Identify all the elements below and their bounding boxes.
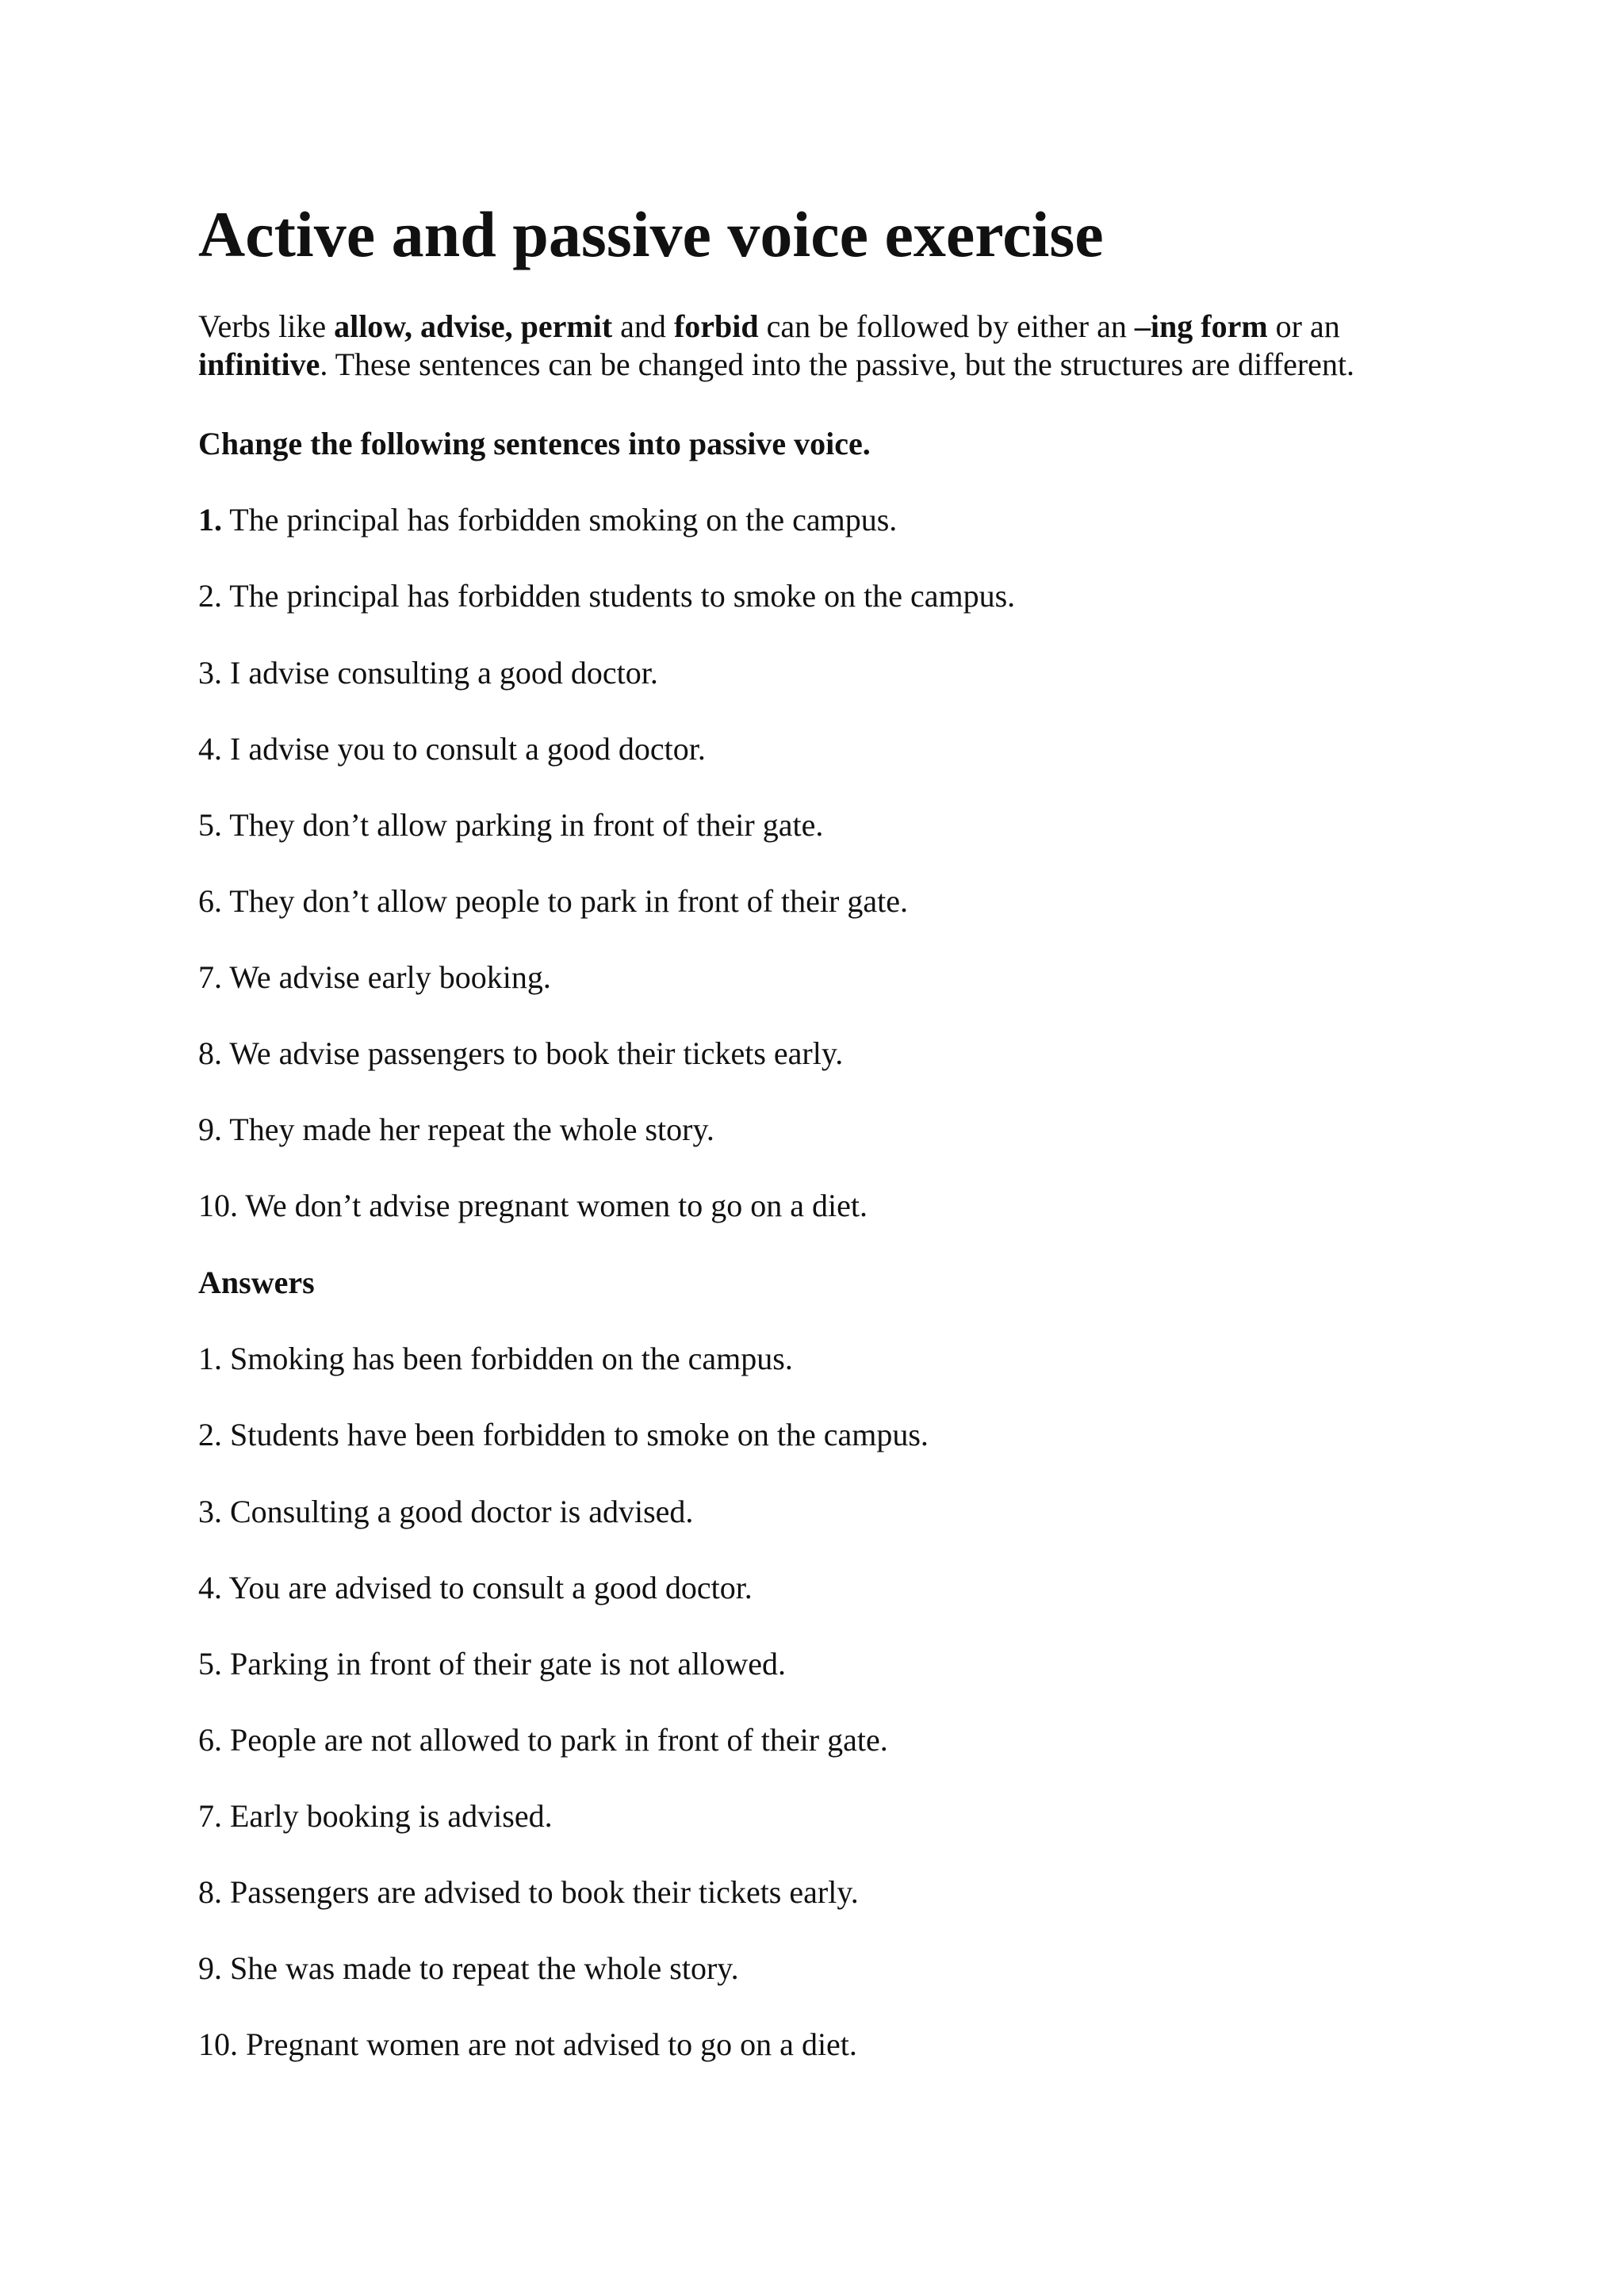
answer-item bbox=[198, 1721, 888, 1759]
answer-item bbox=[198, 1950, 739, 1988]
answer-number: 4. bbox=[198, 1570, 222, 1605]
answer-text: Pregnant women are not advised to go on a diet. bbox=[238, 2026, 857, 2062]
exercise-text: We advise early booking. bbox=[222, 959, 551, 995]
exercise-number: 3. bbox=[198, 655, 222, 691]
exercise-item bbox=[198, 806, 823, 844]
exercise-text: The principal has forbidden students to smoke on the campus. bbox=[222, 578, 1016, 614]
answer-number: 8. bbox=[198, 1874, 222, 1910]
exercise-item bbox=[198, 1111, 714, 1149]
answer-item bbox=[198, 1493, 693, 1531]
answer-text: People are not allowed to park in front of their gate. bbox=[222, 1722, 888, 1758]
instructions-heading: Change the following sentences into passive voice. bbox=[198, 426, 871, 461]
exercise-item bbox=[198, 577, 1015, 615]
answer-number: 9. bbox=[198, 1950, 222, 1986]
answer-item bbox=[198, 1797, 553, 1835]
exercise-text: We advise passengers to book their tickets early. bbox=[222, 1035, 844, 1071]
exercise-number: 7. bbox=[198, 959, 222, 995]
answer-text: Consulting a good doctor is advised. bbox=[222, 1494, 694, 1529]
answer-number: 6. bbox=[198, 1722, 222, 1758]
answer-text: Students have been forbidden to smoke on the campus. bbox=[222, 1417, 929, 1452]
intro-text: . These sentences can be changed into the passive, but the structures are different. bbox=[320, 346, 1355, 382]
intro-paragraph bbox=[198, 308, 1435, 384]
intro-bold-ing-form: –ing form bbox=[1134, 308, 1268, 344]
answers-heading: Answers bbox=[198, 1265, 315, 1300]
document-page bbox=[198, 0, 1435, 2296]
answer-number: 2. bbox=[198, 1417, 222, 1452]
intro-bold-forbid: forbid bbox=[673, 308, 759, 344]
exercise-item bbox=[198, 654, 658, 692]
exercise-item bbox=[198, 959, 551, 997]
answer-item bbox=[198, 1416, 929, 1454]
exercise-item bbox=[198, 882, 908, 920]
exercise-item bbox=[198, 1035, 843, 1073]
intro-text: or an bbox=[1267, 308, 1340, 344]
intro-bold-infinitive: infinitive bbox=[198, 346, 320, 382]
answer-item bbox=[198, 1569, 753, 1607]
answer-item bbox=[198, 1340, 793, 1378]
intro-text: can be followed by either an bbox=[758, 308, 1135, 344]
exercise-text: They made her repeat the whole story. bbox=[222, 1112, 714, 1147]
answer-number: 3. bbox=[198, 1494, 222, 1529]
exercise-number: 10. bbox=[198, 1188, 238, 1223]
exercise-number: 4. bbox=[198, 731, 222, 767]
exercise-text: I advise consulting a good doctor. bbox=[222, 655, 658, 691]
answer-text: You are advised to consult a good doctor. bbox=[222, 1570, 753, 1605]
answer-text: She was made to repeat the whole story. bbox=[222, 1950, 739, 1986]
answer-text: Parking in front of their gate is not allowed. bbox=[222, 1646, 786, 1682]
exercise-text: They don’t allow people to park in front of their gate. bbox=[222, 883, 908, 919]
intro-bold-verbs: allow, advise, permit bbox=[334, 308, 613, 344]
exercise-item bbox=[198, 501, 897, 539]
exercise-text: We don’t advise pregnant women to go on a diet. bbox=[238, 1188, 868, 1223]
intro-text: Verbs like bbox=[198, 308, 335, 344]
answer-item bbox=[198, 1873, 859, 1911]
exercise-text: They don’t allow parking in front of their gate. bbox=[222, 807, 824, 843]
intro-text: and bbox=[612, 308, 674, 344]
answer-text: Smoking has been forbidden on the campus. bbox=[222, 1341, 793, 1376]
answer-number: 1. bbox=[198, 1341, 222, 1376]
exercise-number: 5. bbox=[198, 807, 222, 843]
exercise-item bbox=[198, 1187, 868, 1225]
exercise-number: 9. bbox=[198, 1112, 222, 1147]
answer-text: Passengers are advised to book their tickets early. bbox=[222, 1874, 859, 1910]
answer-number: 5. bbox=[198, 1646, 222, 1682]
exercise-text: I advise you to consult a good doctor. bbox=[222, 731, 706, 767]
answer-number: 10. bbox=[198, 2026, 238, 2062]
page-title: Active and passive voice exercise bbox=[198, 198, 1104, 270]
exercise-item bbox=[198, 730, 706, 768]
answer-text: Early booking is advised. bbox=[222, 1798, 553, 1834]
exercise-number: 2. bbox=[198, 578, 222, 614]
answer-item bbox=[198, 1645, 786, 1683]
exercise-text: The principal has forbidden smoking on the campus. bbox=[222, 502, 898, 538]
answer-number: 7. bbox=[198, 1798, 222, 1834]
exercise-number: 8. bbox=[198, 1035, 222, 1071]
answer-item bbox=[198, 2026, 857, 2064]
exercise-number: 6. bbox=[198, 883, 222, 919]
exercise-number: 1. bbox=[198, 502, 222, 538]
